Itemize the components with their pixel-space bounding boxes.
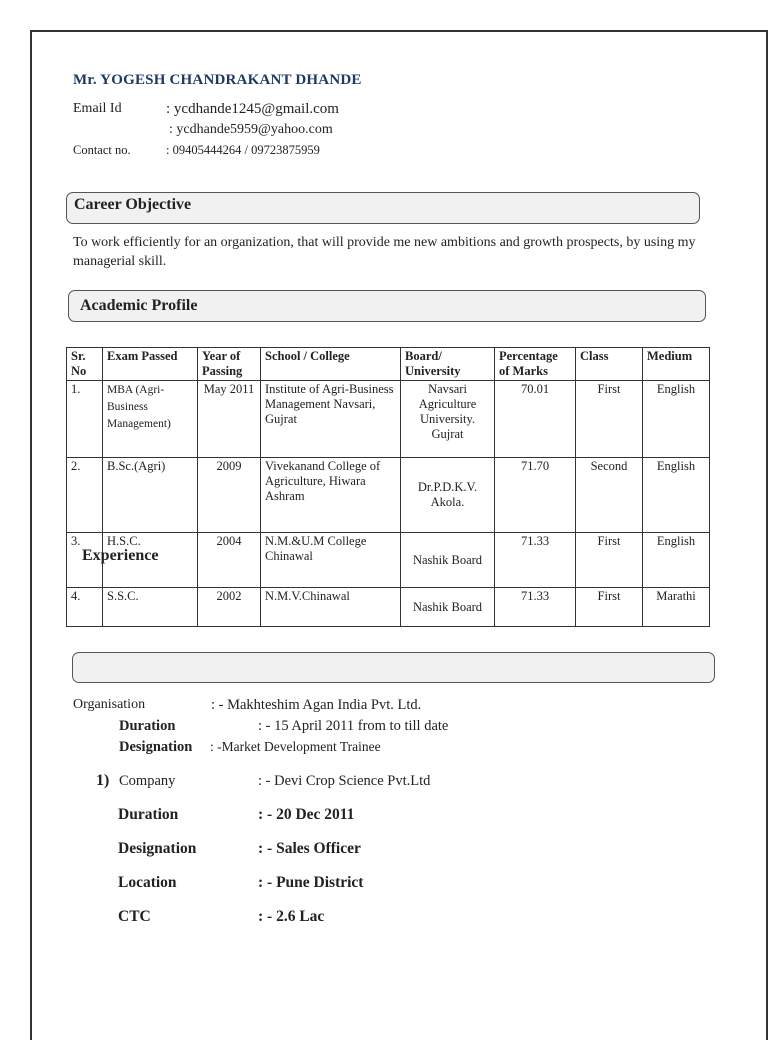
header-sr-no: Sr. No bbox=[67, 348, 103, 381]
table-row bbox=[67, 458, 710, 533]
header-percentage: Percentage of Marks bbox=[495, 348, 576, 381]
ctc-value: : - 2.6 Lac bbox=[258, 908, 325, 925]
academic-table bbox=[66, 347, 710, 627]
organisation-label: Organisation bbox=[73, 697, 146, 712]
duration-value: : - 15 April 2011 from to till date bbox=[258, 718, 449, 734]
cell-percentage: 71.33 bbox=[495, 533, 576, 588]
location-value: : - Pune District bbox=[258, 874, 364, 891]
email-label: Email Id bbox=[73, 101, 122, 116]
experience-box bbox=[72, 652, 715, 683]
header-exam: Exam Passed bbox=[103, 348, 198, 381]
cell-board: Nashik Board bbox=[401, 533, 495, 588]
location-label: Location bbox=[118, 874, 177, 891]
email-primary: : ycdhande1245@gmail.com bbox=[166, 101, 339, 117]
contact-label: Contact no. bbox=[73, 143, 131, 157]
cell-exam: MBA (Agri-Business Management) bbox=[103, 381, 198, 458]
cell-percentage: 71.33 bbox=[495, 588, 576, 627]
company-value: : - Devi Crop Science Pvt.Ltd bbox=[258, 773, 431, 789]
header-medium: Medium bbox=[643, 348, 710, 381]
cell-board: Nashik Board bbox=[401, 588, 495, 627]
ctc-label: CTC bbox=[118, 908, 151, 925]
academic-profile-title: Academic Profile bbox=[80, 297, 198, 314]
career-objective-text: To work efficiently for an organization, that will provide me new ambitions and growth prospects, by using my managerial skill. bbox=[73, 235, 696, 269]
cell-percentage: 70.01 bbox=[495, 381, 576, 458]
cell-board: Navsari Agriculture University. Gujrat bbox=[401, 381, 495, 458]
cell-exam: H.S.C. bbox=[103, 533, 198, 588]
email-secondary: : ycdhande5959@yahoo.com bbox=[169, 122, 333, 137]
cell-class: First bbox=[576, 381, 643, 458]
table-row bbox=[67, 588, 710, 627]
organisation-value: : - Makhteshim Agan India Pvt. Ltd. bbox=[211, 697, 422, 713]
table-row bbox=[67, 533, 710, 588]
cell-sr: 2. bbox=[67, 458, 103, 533]
candidate-name: Mr. YOGESH CHANDRAKANT DHANDE bbox=[73, 72, 362, 88]
career-objective-title: Career Objective bbox=[74, 196, 192, 213]
cell-sr: 3. bbox=[67, 533, 103, 588]
header-school: School / College bbox=[261, 348, 401, 381]
company-label: Company bbox=[119, 773, 176, 789]
designation-value: : -Market Development Trainee bbox=[210, 739, 381, 754]
cell-medium: Marathi bbox=[643, 588, 710, 627]
cell-class: First bbox=[576, 588, 643, 627]
header-board: Board/ University bbox=[401, 348, 495, 381]
cell-sr: 4. bbox=[67, 588, 103, 627]
cell-medium: English bbox=[643, 381, 710, 458]
cell-year: 2009 bbox=[198, 458, 261, 533]
cell-class: First bbox=[576, 533, 643, 588]
cell-year: May 2011 bbox=[198, 381, 261, 458]
duration-label: Duration bbox=[119, 718, 176, 734]
cell-medium: English bbox=[643, 533, 710, 588]
header-class: Class bbox=[576, 348, 643, 381]
cell-exam: B.Sc.(Agri) bbox=[103, 458, 198, 533]
company-item-number: 1) bbox=[96, 772, 110, 789]
designation2-label: Designation bbox=[118, 840, 197, 857]
cell-exam: S.S.C. bbox=[103, 588, 198, 627]
cell-school: N.M.V.Chinawal bbox=[261, 588, 401, 627]
table-header-row bbox=[67, 348, 710, 381]
table-row bbox=[67, 381, 710, 458]
contact-value: : 09405444264 / 09723875959 bbox=[166, 143, 320, 157]
duration2-value: : - 20 Dec 2011 bbox=[258, 806, 355, 823]
experience-title: Experience bbox=[82, 547, 159, 564]
cell-class: Second bbox=[576, 458, 643, 533]
header-year: Year of Passing bbox=[198, 348, 261, 381]
cell-percentage: 71.70 bbox=[495, 458, 576, 533]
cell-school: Institute of Agri-Business Management Navsari, Gujrat bbox=[261, 381, 401, 458]
cell-school: N.M.&U.M College Chinawal bbox=[261, 533, 401, 588]
cell-board: Dr.P.D.K.V. Akola. bbox=[401, 458, 495, 533]
cell-sr: 1. bbox=[67, 381, 103, 458]
duration2-label: Duration bbox=[118, 806, 179, 823]
designation-label: Designation bbox=[119, 739, 193, 755]
cell-year: 2004 bbox=[198, 533, 261, 588]
cell-medium: English bbox=[643, 458, 710, 533]
cell-school: Vivekanand College of Agriculture, Hiwara Ashram bbox=[261, 458, 401, 533]
cell-year: 2002 bbox=[198, 588, 261, 627]
designation2-value: : - Sales Officer bbox=[258, 840, 361, 857]
